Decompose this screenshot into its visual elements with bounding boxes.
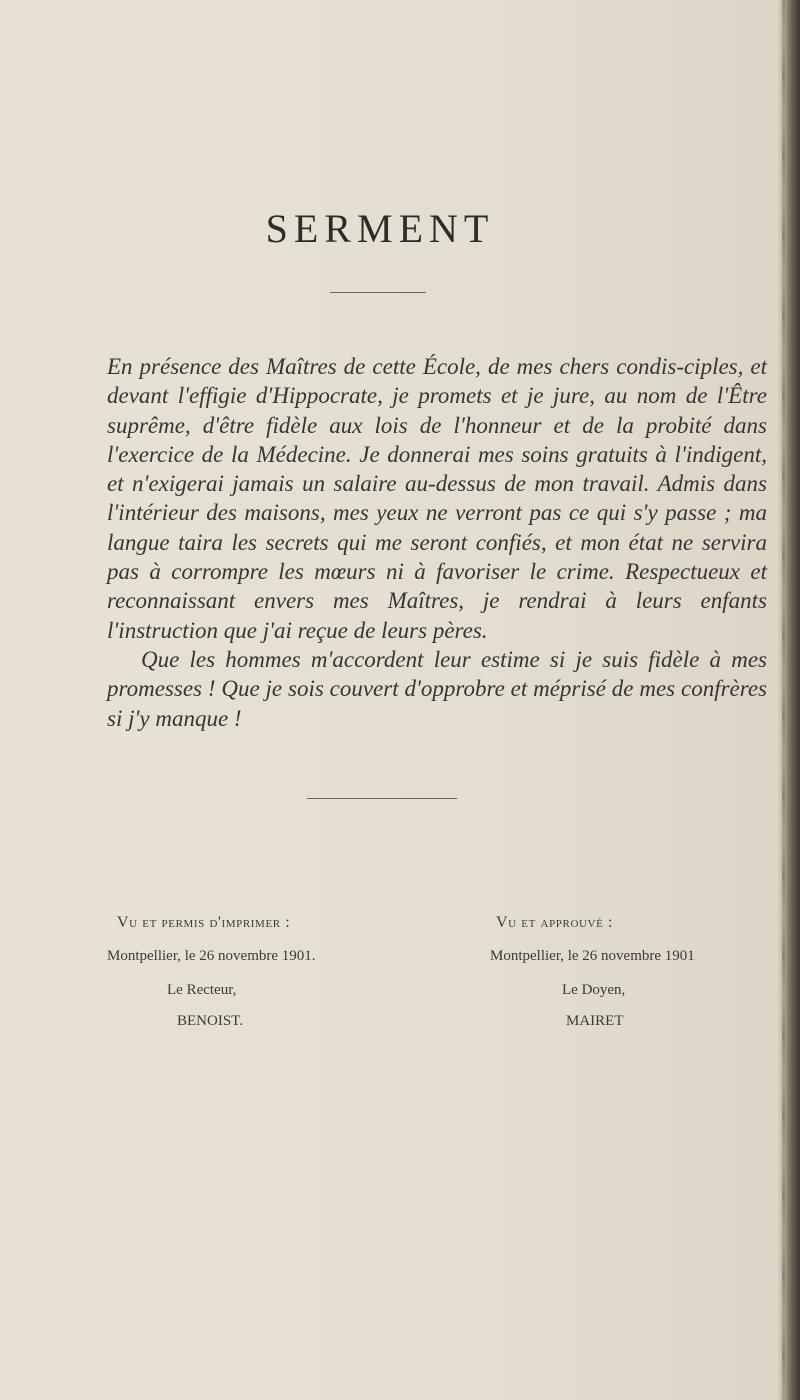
oath-paragraph-2: Que les hommes m'accordent leur estime si je suis fidèle à mes promesses ! Que je sois couvert d'opprobre et méprisé de mes confrères si j'y manque ! [107, 646, 767, 731]
closing-divider [307, 798, 457, 799]
approval-block [490, 915, 770, 1035]
dean-title: Le Doyen, [562, 982, 626, 998]
dean-name: MAIRET [566, 1013, 624, 1029]
rector-name: BENOIST. [177, 1013, 243, 1029]
book-binding-edge [778, 0, 800, 1400]
approval-place-date: Montpellier, le 26 novembre 1901 [490, 948, 695, 964]
title-divider [330, 292, 426, 293]
imprimatur-heading: Vu et permis d'imprimer : [117, 914, 291, 931]
imprimatur-block [107, 915, 407, 1035]
oath-text [107, 352, 767, 733]
document-title: SERMENT [265, 206, 495, 251]
imprimatur-place-date: Montpellier, le 26 novembre 1901. [107, 948, 316, 964]
approval-heading: Vu et approuvé : [496, 914, 614, 931]
oath-paragraph-1: En présence des Maîtres de cette École, de mes chers condis-ciples, et devant l'effigie d'Hippocrate, je promets et je jure, au nom de l'Être suprême, d'être fidèle aux lois de l'honneur et de la probité dans l'exercice de la Médecine. Je donnerai mes soins gratuits à l'indigent, et n'exigerai jamais un salaire au-dessus de mon travail. Admis dans l'intérieur des maisons, mes yeux ne verront pas ce qui s'y passe ; ma langue taira les secrets qui me seront confiés, et mon état ne servira pas à corrompre les mœurs ni à favoriser le crime. Respectueux et reconnaissant envers mes Maîtres, je rendrai à leurs enfants l'instruction que j'ai reçue de leurs pères. [107, 354, 767, 643]
rector-title: Le Recteur, [167, 982, 237, 998]
